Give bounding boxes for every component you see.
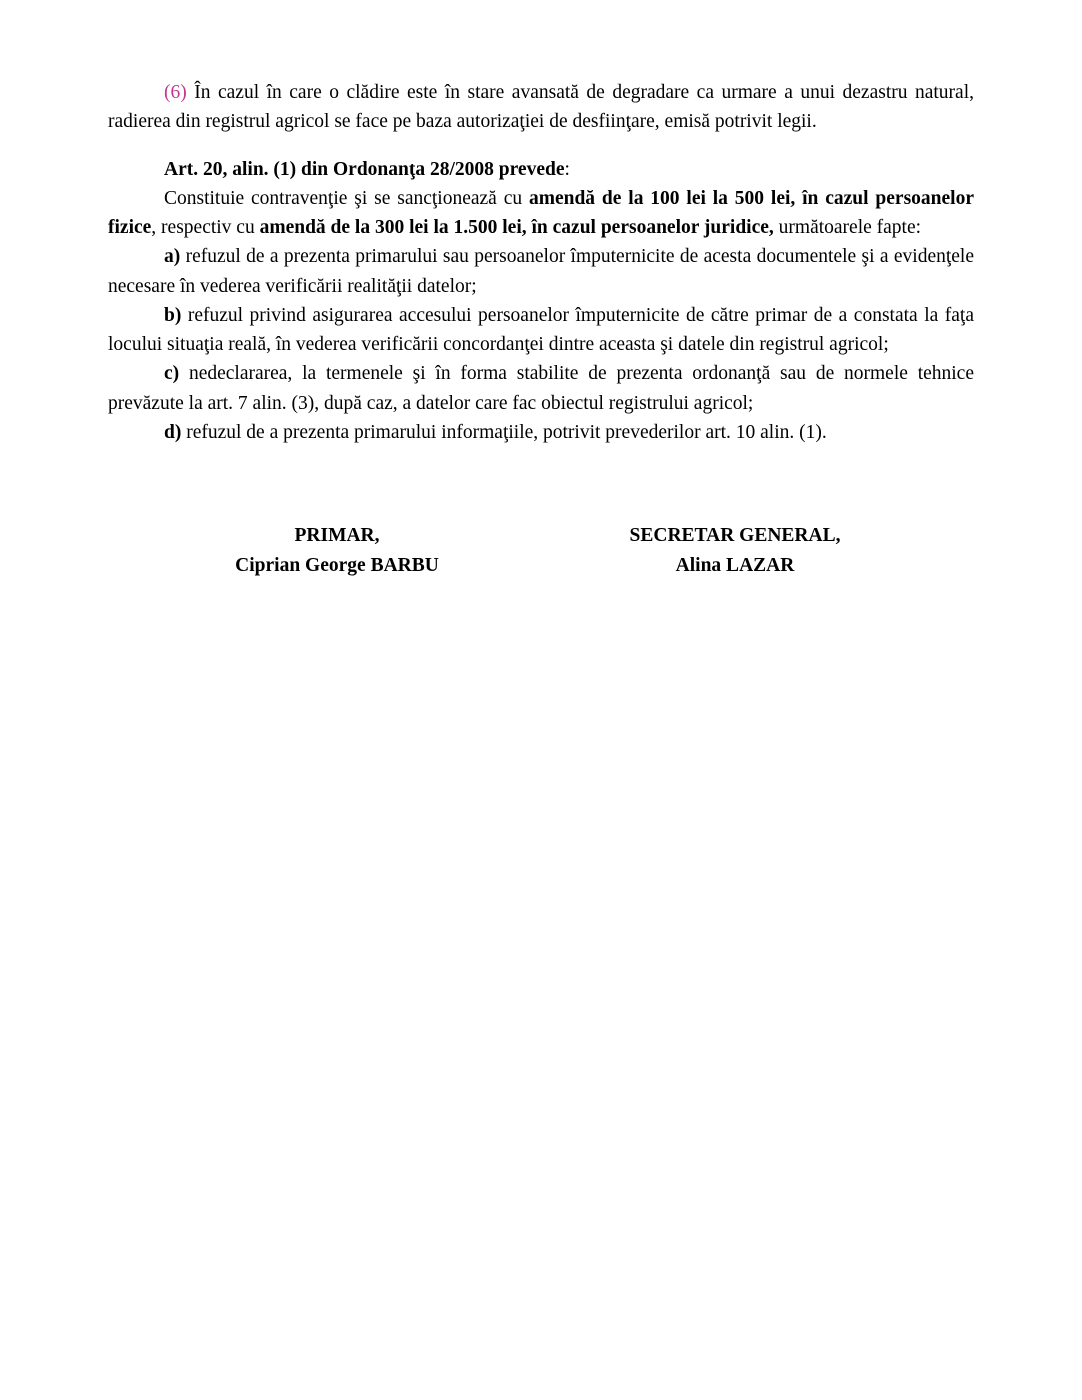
item-b-text: refuzul privind asigurarea accesului persoanelor împuternicite de către primar de a constata la faţa locului situaţia reală, în vederea verificării concordanţei dintre aceasta şi datele din registrul agricol; xyxy=(108,304,974,355)
item-c-label: c) xyxy=(164,363,180,385)
signature-primar xyxy=(138,521,536,581)
item-c-text: nedeclararea, la termenele şi în forma stabilite de prezenta ordonanţă sau de normele tehnice prevăzute la art. 7 alin. (3), după caz, a datelor care fac obiectul registrului agricol; xyxy=(108,363,974,414)
signature-secretar-role: SECRETAR GENERAL, xyxy=(629,525,841,546)
intro-bold-juridice: amendă de la 300 lei la 1.500 lei, în cazul persoanelor juridice, xyxy=(259,217,774,238)
intro-tail: următoarele fapte: xyxy=(773,217,922,238)
art-20-heading-tail: : xyxy=(564,158,570,180)
spacer xyxy=(108,137,974,155)
item-d-label: d) xyxy=(164,421,182,443)
paragraph-alin-6 xyxy=(108,78,974,137)
list-item-c xyxy=(108,359,974,418)
paragraph-intro xyxy=(108,184,974,243)
alin-6-text: În cazul în care o clădire este în stare avansată de degradare ca urmare a unui dezastru natural, radierea din registrul agricol se face pe baza autorizaţiei de desfiinţare, emisă potrivit legii. xyxy=(108,82,974,133)
alin-6-marker: (6) xyxy=(164,82,187,103)
signature-secretar xyxy=(536,521,934,581)
heading-art-20 xyxy=(108,155,974,184)
item-a-text: refuzul de a prezenta primarului sau persoanelor împuternicite de acesta documentele şi a evidenţele necesare în vederea verificării realităţii datelor; xyxy=(108,246,974,297)
list-item-a xyxy=(108,242,974,301)
signature-row xyxy=(108,521,974,581)
signature-primar-name: Ciprian George BARBU xyxy=(235,555,439,577)
item-d-text: refuzul de a prezenta primarului informaţiile, potrivit prevederilor art. 10 alin. (1). xyxy=(181,421,827,443)
intro-bold-fizice: amendă de la 100 lei la 500 lei, în cazul persoanelor fizice xyxy=(108,187,974,238)
intro-lead: Constituie contravenţie şi se sancţionează cu xyxy=(164,187,529,209)
signature-primar-role: PRIMAR, xyxy=(294,525,380,546)
item-b-label: b) xyxy=(164,304,182,326)
art-20-heading-bold: Art. 20, alin. (1) din Ordonanţa 28/2008 prevede xyxy=(164,158,565,180)
signature-secretar-name: Alina LAZAR xyxy=(675,555,795,577)
list-item-b xyxy=(108,301,974,360)
list-item-d xyxy=(108,418,974,447)
intro-mid: , respectiv cu xyxy=(151,217,260,238)
item-a-label: a) xyxy=(164,246,181,268)
document-body xyxy=(108,78,974,581)
